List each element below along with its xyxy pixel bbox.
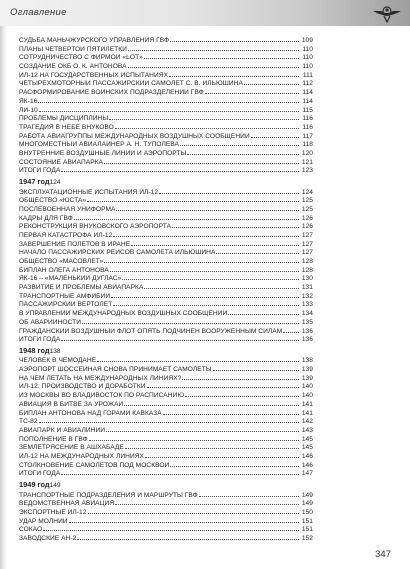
toc-entry-title: НАЧАЛО ПАССАЖИРСКИХ РЕЙСОВ САМОЛЕТА ИЛЬЮШИНА [19, 249, 216, 257]
toc-entry[interactable] [19, 434, 313, 443]
toc-entry-page: 151 [301, 526, 313, 534]
toc-entry-title: ТС-82 [19, 418, 38, 426]
toc-entry[interactable] [19, 70, 313, 79]
toc-entry[interactable] [19, 61, 313, 70]
toc-entry[interactable] [19, 291, 313, 300]
toc-entry-title: В УПРАВЛЕНИИ МЕЖДУНАРОДНЫХ ВОЗДУШНЫХ СООБЩЕНИЙ [19, 310, 228, 318]
toc-entry[interactable] [19, 416, 313, 425]
toc-entry-page: 146 [301, 452, 313, 460]
toc-entry-page: 114 [302, 97, 313, 105]
dot-leader [283, 326, 299, 333]
dot-leader [131, 239, 299, 246]
toc-entry[interactable] [19, 326, 313, 335]
toc-entry-title: ИЗ МОСКВЫ ВО ВЛАДИВОСТОК ПО РАСПИСАНИЮ [19, 392, 185, 400]
page-edge-shadow [0, 0, 7, 569]
dot-leader [111, 291, 299, 298]
dot-leader [109, 113, 299, 120]
year-heading-label: 1948 год [19, 345, 50, 355]
dot-leader [115, 122, 299, 129]
toc-entry-page: 128 [301, 258, 313, 265]
dot-leader [97, 355, 299, 362]
dot-leader [104, 256, 299, 263]
dot-leader [110, 265, 299, 272]
toc-entry-page: 127 [301, 249, 313, 257]
toc-entry[interactable] [19, 165, 313, 174]
toc-entry[interactable] [19, 256, 313, 265]
toc-entry[interactable] [19, 334, 313, 343]
toc-entry-title: АВИАЦИЯ В БИТВЕ ЗА УРОЖАЙ [19, 400, 124, 408]
dot-leader [113, 299, 299, 306]
toc-entry-title: РЕКОНСТРУКЦИЯ ВНУКОВСКОГО АЭРОПОРТА [19, 223, 172, 231]
toc-entry[interactable] [19, 524, 313, 533]
toc-entry-title: ПОСЛЕВОЕННАЯ УНИФОРМА [19, 205, 116, 213]
toc-entry-title: ТРАГЕДИЯ В НЕБЕ ВНУКОВО [19, 123, 114, 131]
toc-entry[interactable] [19, 87, 313, 96]
toc-entry-page: 118 [302, 141, 313, 149]
toc-entry-page: 146 [301, 461, 313, 469]
toc-entry-title: РАСФОРМИРОВАНИЕ ВОИНСКИХ ПОДРАЗДЕЛЕНИЙ ГВФ [19, 89, 204, 97]
toc-entry[interactable] [19, 533, 313, 542]
dot-leader [82, 317, 299, 324]
toc-entry-page: 152 [301, 534, 313, 542]
year-heading-label: 1949 год [19, 480, 50, 489]
toc-entry[interactable] [19, 460, 313, 469]
year-heading [19, 346, 313, 356]
toc-entry-title: ИТОГИ ГОДА [19, 167, 61, 175]
dot-leader [128, 44, 299, 51]
year-heading-page: 138 [49, 347, 61, 355]
year-heading-label: 1947 год [19, 177, 50, 186]
toc-entry-title: ИЛ-12 НА ГОСУДАРСТВЕННЫХ ИСПЫТАНИЯХ [19, 71, 169, 79]
toc-entry-title: ЯК-16 [19, 97, 38, 105]
toc-entry[interactable] [19, 468, 313, 477]
running-header [0, 0, 410, 26]
dot-leader [106, 425, 299, 432]
toc-entry[interactable] [19, 451, 313, 460]
toc-entry-page: 117 [302, 132, 313, 140]
toc-entry[interactable] [19, 78, 313, 87]
dot-leader [228, 308, 299, 315]
dot-leader [61, 468, 299, 475]
dot-leader [170, 460, 299, 467]
toc-entry-title: ТРАНСПОРТНЫЕ ПОДРАЗДЕЛЕНИЯ И МАРШРУТЫ ГВФ [19, 491, 198, 499]
toc-entry[interactable] [19, 148, 313, 157]
toc-entry-title: МНОГОМЕСТНЫЙ АВИАЛАЙНЕР А. Н. ТУПОЛЕВА [19, 141, 179, 149]
toc-entry[interactable] [19, 113, 313, 122]
toc-entry-title: ГРАЖДАНСКИЙ ВОЗДУШНЫЙ ФЛОТ ОПЯТЬ ПОДЧИНЕН ВООРУЖЕННЫМ СИЛАМ [19, 327, 283, 335]
toc-entry-title: СТОЛКНОВЕНИЕ САМОЛЕТОВ ПОД МОСКВОЙ [19, 461, 170, 469]
toc-entry-page: 123 [301, 167, 313, 175]
toc-entry[interactable] [19, 355, 313, 364]
dot-leader [39, 105, 299, 112]
dot-leader [163, 408, 299, 415]
toc-entry-title: ЭКСПЛУАТАЦИОННЫЕ ИСПЫТАНИЯ ИЛ-12 [19, 188, 159, 196]
toc-entry[interactable] [19, 390, 313, 399]
toc-entry-page: 109 [301, 37, 313, 44]
toc-entry[interactable] [19, 139, 313, 148]
dot-leader [251, 131, 299, 138]
toc-entry-page: 140 [301, 392, 313, 400]
toc-entry-page: 149 [301, 500, 313, 508]
toc-entry-title: СОКАО [19, 526, 43, 534]
toc-entry[interactable] [19, 507, 313, 516]
toc-entry-title: СОЗДАНИЕ ОКБ О. К. АНТОНОВА [19, 63, 127, 71]
toc-entry-page: 121 [301, 158, 313, 166]
dot-leader [77, 533, 299, 540]
toc-entry-title: ПАССАЖИРСКИЙ ВЕРТОЛЕТ [19, 301, 113, 309]
toc-entry-title: ВЕДОМСТВЕННАЯ АВИАЦИЯ [19, 500, 115, 508]
toc-entry-page: 128 [301, 266, 313, 274]
toc-entry-title: ИТОГИ ГОДА [19, 470, 61, 478]
toc-entry-page: 124 [301, 188, 313, 196]
toc-entry-page: 141 [301, 409, 313, 417]
toc-entry[interactable] [19, 96, 313, 105]
toc-entry-title: ТРАНСПОРТНЫЕ АМФИБИИ [19, 292, 111, 300]
toc-entry-title: БИПЛАН ОЛЕГА АНТОНОВА [19, 266, 109, 274]
dot-leader [39, 416, 299, 423]
toc-entry-page: 125 [301, 197, 313, 205]
toc-entry-page: 147 [301, 470, 313, 478]
toc-entry-title: КАДРЫ ДЛЯ ГВФ [19, 214, 73, 222]
toc-entry[interactable] [19, 122, 313, 131]
toc-entry-page: 136 [301, 336, 313, 344]
toc-entry[interactable] [19, 373, 313, 382]
toc-entry-page: 110 [302, 54, 313, 62]
toc-entry[interactable] [19, 239, 313, 248]
toc-entry[interactable] [19, 442, 313, 451]
toc-entry[interactable] [19, 221, 313, 230]
toc-entry-page: 116 [302, 115, 313, 123]
toc-entry[interactable] [19, 408, 313, 417]
dot-leader [69, 516, 299, 523]
section-title: Оглавление [10, 7, 67, 18]
toc-entry-title: ЗАВЕРШЕНИЕ ПОЛЕТОВ В ИРАНЕ [19, 240, 131, 248]
toc-entry[interactable] [19, 381, 313, 390]
toc-entry-title: ПЕРВАЯ КАТАСТРОФА ИЛ-12 [19, 231, 113, 239]
toc-entry[interactable] [19, 516, 313, 525]
toc-entry[interactable] [19, 490, 313, 499]
toc-entry-title: ИЛ-12 НА МЕЖДУНАРОДНЫХ ЛИНИЯХ [19, 452, 144, 460]
toc-entry-page: 125 [301, 205, 313, 213]
toc-entry-title: УДАР МОЛНИИ [19, 517, 68, 525]
toc-entry-title: СОТРУДНИЧЕСТВО С ФИРМОЙ «LOT» [19, 54, 143, 62]
toc-entry[interactable] [19, 157, 313, 166]
dot-leader [172, 221, 299, 228]
toc-entry-title: ОБЩЕСТВО «ЮСТА» [19, 197, 87, 205]
toc-entry-page: 112 [302, 80, 313, 88]
year-heading-page: 124 [49, 179, 61, 186]
toc-entry-title: ПОПОЛНЕНИЕ В ГВФ [19, 435, 88, 443]
toc-entry-page: 131 [301, 284, 313, 292]
dot-leader [244, 78, 299, 85]
toc-entry[interactable] [19, 187, 313, 196]
toc-entry-title: ЗЕМЛЕТРЯСЕНИЕ В АШХАБАДЕ [19, 444, 124, 452]
toc-entry-page: 126 [301, 214, 313, 222]
dot-leader [187, 148, 299, 155]
toc-entry-page: 145 [301, 444, 313, 452]
toc-entry-page: 133 [301, 301, 313, 309]
dot-leader [128, 61, 299, 68]
year-heading [19, 177, 313, 187]
toc-entry[interactable] [19, 364, 313, 373]
toc-entry[interactable] [19, 213, 313, 222]
toc-entry[interactable] [19, 35, 313, 44]
toc-entry-title: АЭРОПОРТ ШОССЕЙНАЯ СНОВА ПРИНИМАЕТ САМОЛЕТЫ [19, 366, 212, 374]
toc-entry[interactable] [19, 273, 313, 282]
toc-entry[interactable] [19, 498, 313, 507]
aeroflot-emblem-icon [372, 2, 402, 24]
toc-entry-page: 142 [301, 418, 313, 426]
toc-entry-title: ОБЩЕСТВО «МАСОВЛЕТ» [19, 258, 104, 265]
toc-entry-page: 132 [301, 292, 313, 300]
page-number: 347 [375, 549, 391, 560]
toc-entry-page: 135 [301, 318, 313, 326]
toc-entry-title: ЧЕТЫРЕХМОТОРНЫЙ ПАССАЖИРСКИЙ САМОЛЕТ С. В. ИЛЬЮШИНА [19, 80, 243, 88]
dot-leader [104, 157, 299, 164]
toc-entry-page: 139 [301, 366, 313, 374]
toc-entry-page: 140 [301, 383, 313, 391]
dot-leader [205, 87, 299, 94]
toc-entry[interactable] [19, 299, 313, 308]
toc-entry[interactable] [19, 52, 313, 61]
toc-entry[interactable] [19, 230, 313, 239]
dot-leader [213, 364, 299, 371]
dot-leader [89, 434, 299, 441]
dot-leader [124, 399, 299, 406]
toc-entry-page: 115 [302, 106, 313, 114]
toc-entry-title: ПРОБЛЕМЫ ДИСЦИПЛИНЫ [19, 115, 109, 123]
toc-entry-title: БИПЛАН АНТОНОВА НАД ГОРАМИ КАВКАЗА [19, 409, 162, 417]
toc-entry[interactable] [19, 399, 313, 408]
toc-entry-page: 149 [301, 491, 313, 499]
dot-leader [169, 70, 299, 77]
dot-leader [87, 195, 299, 202]
toc-entry-page: 120 [301, 149, 313, 157]
toc-entry-page: 126 [301, 223, 313, 231]
toc-entry-title: ЧЕЛОВЕК В ЧЕМОДАНЕ [19, 357, 97, 365]
dot-leader [88, 507, 300, 514]
toc-entry[interactable] [19, 247, 313, 256]
toc-entry-title: ОБ АВАРИЙНОСТИ [19, 318, 82, 326]
dot-leader [182, 373, 299, 380]
toc-entry-page: 139 [301, 374, 313, 382]
dot-leader [216, 247, 299, 254]
toc-entry-page: 127 [301, 231, 313, 239]
dot-leader [199, 490, 299, 497]
dot-leader [122, 273, 299, 280]
toc-entry-page: 151 [301, 517, 313, 525]
toc-entry-page: 116 [302, 123, 313, 131]
toc-entry[interactable] [19, 204, 313, 213]
dot-leader [180, 139, 299, 146]
toc-entry[interactable] [19, 282, 313, 291]
dot-leader [147, 381, 299, 388]
toc-entry-title: СОСТОЯНИЕ АВИАПАРКА [19, 158, 104, 166]
toc-entry-title: ЯК-16 – «МАЛЕНЬКИЙ ДУГЛАС» [19, 275, 122, 283]
dot-leader [61, 334, 299, 341]
dot-leader [113, 230, 299, 237]
toc-entry-page: 143 [301, 426, 313, 434]
toc-entry[interactable] [19, 308, 313, 317]
toc-entry-page: 141 [301, 400, 313, 408]
dot-leader [125, 442, 299, 449]
toc-entry-title: НА ЧЕМ ЛЕТАТЬ НА МЕЖДУНАРОДНЫХ ЛИНИЯХ? [19, 374, 182, 382]
toc-entry-title: ЗАВОДСКИЕ АН-2 [19, 534, 77, 542]
toc-entry-title: ВНУТРЕННИЕ ВОЗДУШНЫЕ ЛИНИИ И АЭРОПОРТЫ [19, 149, 187, 157]
toc-entry[interactable] [19, 425, 313, 434]
toc-entry-title: ЭКСПОРТНЫЕ ИЛ-12 [19, 508, 87, 516]
dot-leader [144, 282, 299, 289]
toc-entry-title: РАБОТА АВИАГРУППЫ МЕЖДУНАРОДНЫХ ВОЗДУШНЫХ СООБЩЕНИЙ [19, 132, 250, 140]
toc-entry-title: ИТОГИ ГОДА [19, 336, 61, 344]
toc-entry-title: ПЛАНЫ ЧЕТВЕРТОЙ ПЯТИЛЕТКИ [19, 45, 127, 53]
toc-entry-page: 130 [301, 275, 313, 283]
toc-entry-title: АВИАПАРК И АВИАЛИНИИ [19, 426, 106, 434]
toc-entry[interactable] [19, 105, 313, 114]
toc-entry[interactable] [19, 44, 313, 53]
toc-entry[interactable] [19, 317, 313, 326]
toc-entry[interactable] [19, 195, 313, 204]
toc-entry-page: 136 [301, 327, 313, 335]
toc-entry-page: 138 [301, 357, 313, 365]
table-of-contents [19, 35, 313, 542]
toc-entry-title: ИЛ-12: ПРОИЗВОДСТВО И ДОРАБОТКИ [19, 383, 146, 391]
dot-leader [115, 498, 299, 505]
toc-entry-title: ЛИ-10 [19, 106, 38, 114]
toc-entry[interactable] [19, 131, 313, 140]
dot-leader [170, 35, 299, 42]
toc-entry-title: РАЗВИТИЕ И ПРОБЛЕМЫ АВИАПАРКА [19, 284, 144, 292]
toc-entry-page: 110 [302, 45, 313, 53]
toc-entry-page: 111 [302, 71, 313, 79]
year-heading [19, 480, 313, 490]
dot-leader [43, 524, 299, 531]
dot-leader [185, 390, 299, 397]
year-heading-page: 149 [49, 482, 61, 489]
dot-leader [61, 165, 299, 172]
toc-entry[interactable] [19, 265, 313, 274]
dot-leader [159, 187, 299, 194]
toc-entry-page: 110 [302, 63, 313, 71]
dot-leader [74, 213, 299, 220]
toc-entry-page: 114 [302, 89, 313, 97]
toc-entry-title: СУДЬБА МАНЬЧЖУРСКОГО УПРАВЛЕНИЯ ГВФ [19, 37, 170, 44]
toc-entry-page: 134 [301, 310, 313, 318]
toc-entry-page: 150 [301, 508, 313, 516]
dot-leader [144, 52, 299, 59]
dot-leader [145, 451, 299, 458]
toc-entry-page: 145 [301, 435, 313, 443]
toc-entry-page: 127 [301, 240, 313, 248]
dot-leader [38, 96, 299, 103]
dot-leader [116, 204, 299, 211]
